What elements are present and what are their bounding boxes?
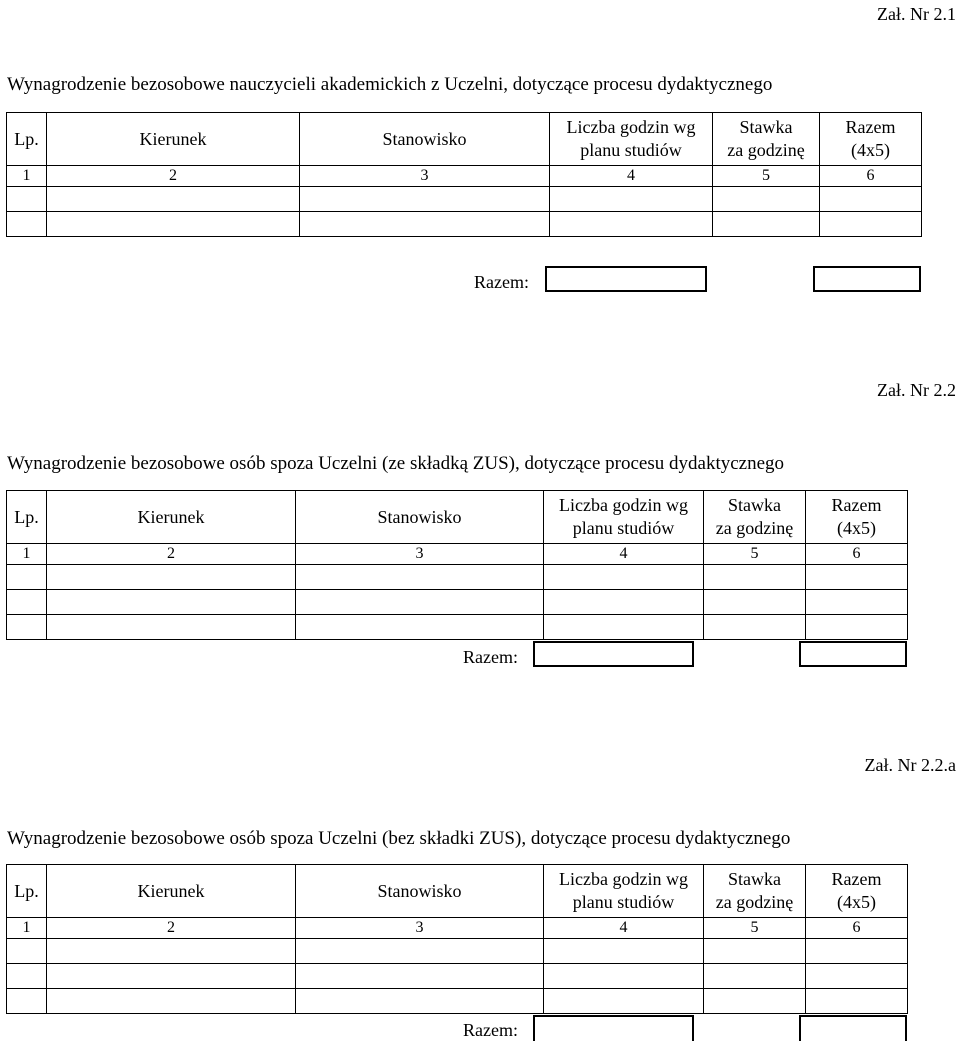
attachment-number: Zał. Nr 2.2 bbox=[877, 380, 956, 400]
total-label: Razem: bbox=[463, 647, 518, 667]
column-number: 2 bbox=[47, 544, 296, 565]
header-hours bbox=[550, 113, 713, 166]
cell-rate[interactable] bbox=[704, 964, 806, 989]
header-rate bbox=[704, 491, 806, 544]
section-title: Wynagrodzenie bezosobowe nauczycieli akademickich z Uczelni, dotyczące procesu dydaktycznego bbox=[7, 74, 773, 95]
header-total bbox=[806, 491, 908, 544]
column-number: 3 bbox=[300, 166, 550, 187]
column-number: 6 bbox=[820, 166, 922, 187]
cell-kierunek[interactable] bbox=[47, 939, 296, 964]
table-row bbox=[7, 964, 908, 989]
column-number: 3 bbox=[296, 544, 544, 565]
table-row bbox=[7, 939, 908, 964]
cell-rate[interactable] bbox=[713, 187, 820, 212]
total-amount-box[interactable] bbox=[799, 1015, 907, 1041]
remuneration-table bbox=[6, 864, 908, 1014]
cell-lp[interactable] bbox=[7, 212, 47, 237]
header-rate bbox=[713, 113, 820, 166]
header-total bbox=[806, 865, 908, 918]
header-total-line1: Razem bbox=[845, 117, 896, 137]
column-number: 6 bbox=[806, 918, 908, 939]
cell-stanowisko[interactable] bbox=[296, 590, 544, 615]
header-rate-line2: za godzinę bbox=[715, 518, 794, 538]
cell-rate[interactable] bbox=[704, 565, 806, 590]
cell-rate[interactable] bbox=[713, 212, 820, 237]
cell-total[interactable] bbox=[806, 590, 908, 615]
cell-total[interactable] bbox=[806, 615, 908, 640]
header-hours-line2: planu studiów bbox=[580, 140, 682, 160]
table-row bbox=[7, 212, 922, 237]
cell-hours[interactable] bbox=[544, 615, 704, 640]
table-row bbox=[7, 565, 908, 590]
table-row bbox=[7, 187, 922, 212]
cell-total[interactable] bbox=[806, 939, 908, 964]
header-total-line1: Razem bbox=[831, 869, 882, 889]
cell-stanowisko[interactable] bbox=[296, 565, 544, 590]
header-total-line1: Razem bbox=[831, 495, 882, 515]
cell-kierunek[interactable] bbox=[47, 212, 300, 237]
header-rate-line1: Stawka bbox=[739, 117, 793, 137]
section-title: Wynagrodzenie bezosobowe osób spoza Uczelni (ze składką ZUS), dotyczące procesu dydaktycznego bbox=[7, 453, 785, 474]
header-total-line2: (4x5) bbox=[837, 892, 876, 912]
total-hours-box[interactable] bbox=[533, 641, 694, 667]
column-number: 6 bbox=[806, 544, 908, 565]
column-number: 1 bbox=[7, 166, 47, 187]
header-lp: Lp. bbox=[7, 865, 47, 918]
cell-lp[interactable] bbox=[7, 989, 47, 1014]
cell-lp[interactable] bbox=[7, 565, 47, 590]
cell-lp[interactable] bbox=[7, 615, 47, 640]
column-number: 4 bbox=[544, 918, 704, 939]
header-rate-line2: za godzinę bbox=[727, 140, 805, 160]
total-amount-box[interactable] bbox=[813, 266, 921, 292]
column-number-row bbox=[7, 918, 908, 939]
table-row bbox=[7, 615, 908, 640]
remuneration-table bbox=[6, 112, 922, 237]
cell-lp[interactable] bbox=[7, 939, 47, 964]
cell-total[interactable] bbox=[806, 964, 908, 989]
table-row bbox=[7, 590, 908, 615]
cell-kierunek[interactable] bbox=[47, 187, 300, 212]
cell-stanowisko[interactable] bbox=[296, 939, 544, 964]
header-hours bbox=[544, 491, 704, 544]
cell-hours[interactable] bbox=[550, 212, 713, 237]
cell-stanowisko[interactable] bbox=[296, 964, 544, 989]
attachment-number: Zał. Nr 2.1 bbox=[877, 4, 956, 24]
column-number: 5 bbox=[704, 544, 806, 565]
table-header-row bbox=[7, 865, 908, 918]
total-label: Razem: bbox=[463, 1020, 518, 1040]
column-number: 2 bbox=[47, 918, 296, 939]
header-lp: Lp. bbox=[7, 113, 47, 166]
cell-kierunek[interactable] bbox=[47, 615, 296, 640]
column-number: 1 bbox=[7, 544, 47, 565]
table-row bbox=[7, 989, 908, 1014]
total-hours-box[interactable] bbox=[545, 266, 707, 292]
attachment-number: Zał. Nr 2.2.a bbox=[864, 755, 956, 775]
remuneration-table bbox=[6, 490, 908, 640]
total-hours-box[interactable] bbox=[533, 1015, 694, 1041]
cell-hours[interactable] bbox=[550, 187, 713, 212]
cell-kierunek[interactable] bbox=[47, 964, 296, 989]
cell-total[interactable] bbox=[820, 212, 922, 237]
cell-kierunek[interactable] bbox=[47, 565, 296, 590]
header-hours-line2: planu studiów bbox=[572, 518, 675, 538]
cell-kierunek[interactable] bbox=[47, 989, 296, 1014]
cell-total[interactable] bbox=[820, 187, 922, 212]
column-number: 4 bbox=[550, 166, 713, 187]
cell-hours[interactable] bbox=[544, 565, 704, 590]
header-kierunek: Kierunek bbox=[47, 865, 296, 918]
cell-stanowisko[interactable] bbox=[300, 212, 550, 237]
cell-total[interactable] bbox=[806, 565, 908, 590]
header-rate-line1: Stawka bbox=[728, 869, 781, 889]
header-rate-line2: za godzinę bbox=[715, 892, 794, 912]
header-hours-line1: Liczba godzin wg bbox=[559, 495, 688, 515]
header-hours bbox=[544, 865, 704, 918]
total-amount-box[interactable] bbox=[799, 641, 907, 667]
cell-rate[interactable] bbox=[704, 590, 806, 615]
column-number: 1 bbox=[7, 918, 47, 939]
header-rate-line1: Stawka bbox=[728, 495, 781, 515]
header-stanowisko: Stanowisko bbox=[296, 491, 544, 544]
header-hours-line1: Liczba godzin wg bbox=[566, 117, 696, 137]
column-number: 5 bbox=[713, 166, 820, 187]
column-number-row bbox=[7, 166, 922, 187]
cell-hours[interactable] bbox=[544, 989, 704, 1014]
column-number: 2 bbox=[47, 166, 300, 187]
cell-kierunek[interactable] bbox=[47, 590, 296, 615]
header-kierunek: Kierunek bbox=[47, 113, 300, 166]
column-number: 5 bbox=[704, 918, 806, 939]
header-hours-line1: Liczba godzin wg bbox=[559, 869, 688, 889]
cell-lp[interactable] bbox=[7, 590, 47, 615]
cell-rate[interactable] bbox=[704, 939, 806, 964]
header-total bbox=[820, 113, 922, 166]
cell-lp[interactable] bbox=[7, 187, 47, 212]
cell-stanowisko[interactable] bbox=[296, 615, 544, 640]
header-stanowisko: Stanowisko bbox=[296, 865, 544, 918]
header-stanowisko: Stanowisko bbox=[300, 113, 550, 166]
cell-rate[interactable] bbox=[704, 615, 806, 640]
table-header-row bbox=[7, 491, 908, 544]
cell-rate[interactable] bbox=[704, 989, 806, 1014]
header-kierunek: Kierunek bbox=[47, 491, 296, 544]
cell-lp[interactable] bbox=[7, 964, 47, 989]
column-number: 3 bbox=[296, 918, 544, 939]
total-label: Razem: bbox=[474, 272, 529, 292]
cell-total[interactable] bbox=[806, 989, 908, 1014]
cell-stanowisko[interactable] bbox=[300, 187, 550, 212]
column-number: 4 bbox=[544, 544, 704, 565]
section-title: Wynagrodzenie bezosobowe osób spoza Uczelni (bez składki ZUS), dotyczące procesu dydaktycznego bbox=[7, 828, 791, 849]
table-header-row bbox=[7, 113, 922, 166]
header-total-line2: (4x5) bbox=[851, 140, 890, 160]
header-total-line2: (4x5) bbox=[837, 518, 876, 538]
header-lp: Lp. bbox=[7, 491, 47, 544]
header-hours-line2: planu studiów bbox=[572, 892, 675, 912]
column-number-row bbox=[7, 544, 908, 565]
cell-hours[interactable] bbox=[544, 590, 704, 615]
header-rate bbox=[704, 865, 806, 918]
cell-stanowisko[interactable] bbox=[296, 989, 544, 1014]
cell-hours[interactable] bbox=[544, 939, 704, 964]
cell-hours[interactable] bbox=[544, 964, 704, 989]
